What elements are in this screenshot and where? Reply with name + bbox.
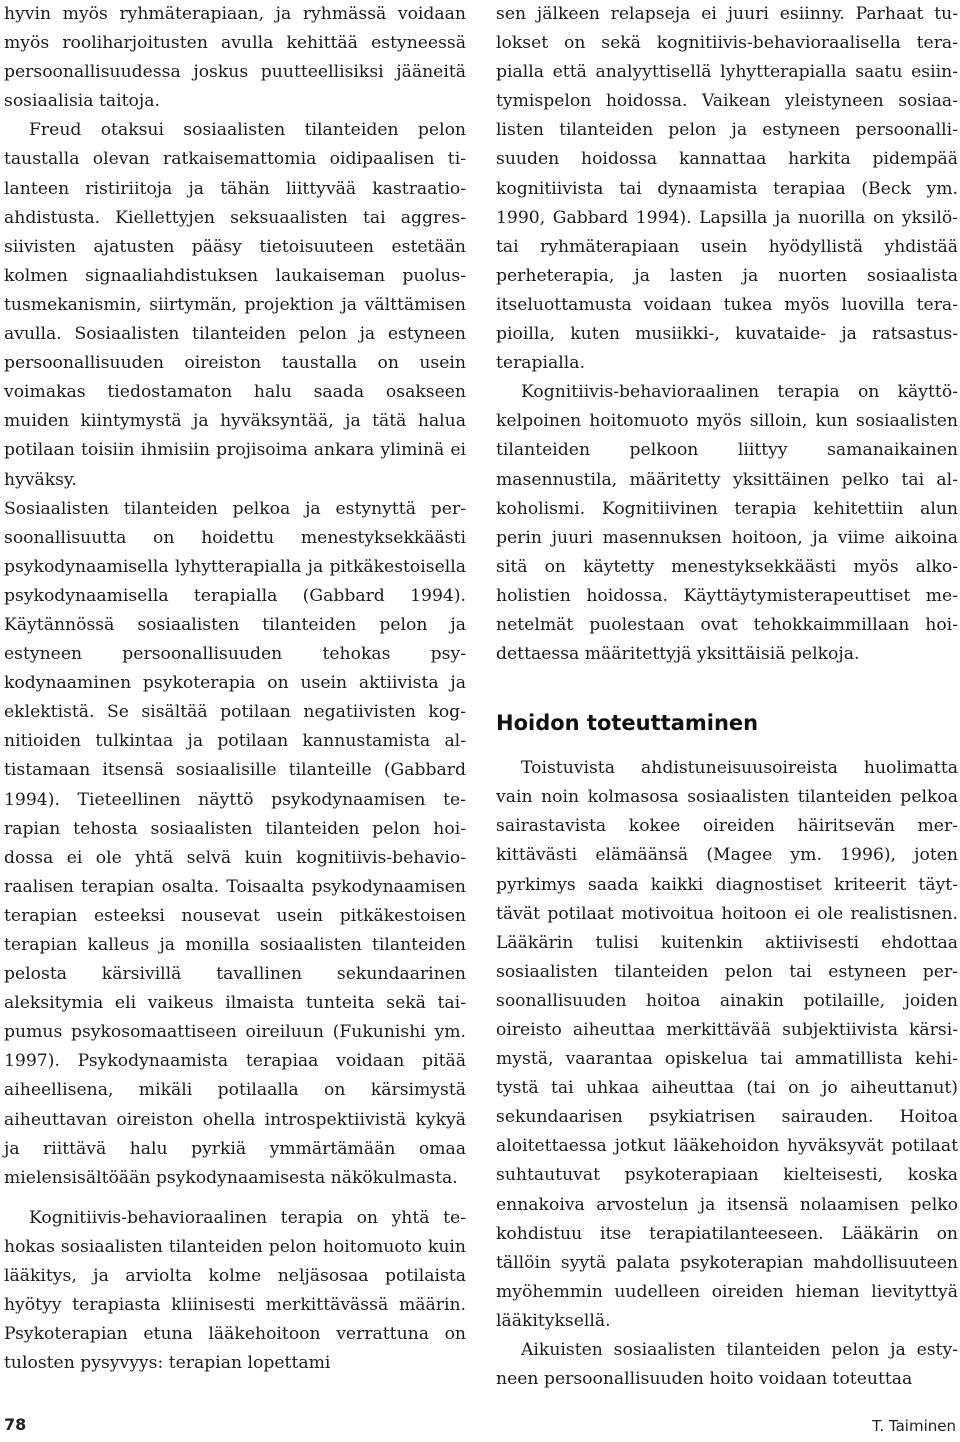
right-paragraph-4: Aikuisten sosiaalisten tilanteiden pelon ja estyneen persoonallisuuden hoito voidaan toteuttaa (496, 1340, 958, 1390)
running-footer-author: T. Taiminen (872, 1417, 956, 1435)
page-number: 78 (4, 1415, 27, 1434)
right-paragraph-3: Toistuvista ahdistuneisuusoireista huolimatta vain noin kolmasosa sosiaalisten tilanteiden pelkoa sairastavista kokee oireiden häiritsevän merkittävästi elämäänsä (Magee ym. 1996), joten pyrkimys saada kaikki diagnostiset kriteerit täyttävät potilaat motivoitua hoitoon ei ole realistisnen. Lääkärin tulisi kuitenkin aktiivisesti ehdottaa sosiaalisten tilanteiden pelon tai estyneen persoonallisuuden hoitoa ainakin potilaille, joiden oireisto aiheuttaa merkittävää subjektiivista kärsimystä, vaarantaa opiskelua tai ammatillista kehitystä tai uhkaa aiheuttaa (tai on jo aiheuttanut) sekundaarisen psykiatrisen sairauden. Hoitoa aloitettaessa jotkut lääkehoidon hyväksyvät potilaat suhtautuvat psykoterapiaan kielteisesti, koska ennakoiva arvostelun ja itsensä nolaamisen pelko kohdistuu itse terapiatilanteeseen. Lääkärin on tällöin syytä palata psykoterapian mahdollisuuteen myöhemmin uudelleen oireiden hieman lievityttyä lääkityksellä. (496, 758, 958, 1331)
right-paragraph-2: Kognitiivis-behavioraalinen terapia on käyttökelpoinen hoitomuoto myös silloin, kun sosiaalisten tilanteiden pelkoon liittyy samanaikainen masennustila, määritetty yksittäinen pelko tai alkoholismi. Kognitiivinen terapia kehitettiin alun perin juuri masennuksen hoitoon, ja viime aikoina sitä on käytetty menestyksekkäästi myös alkoholistien hoidossa. Käyttäytymisterapeuttiset menetelmät puolestaan ovat tehokkaimmillaan hoidettaessa määritettyjä yksittäisiä pelkoja. (496, 382, 958, 665)
right-column (496, 0, 958, 1394)
left-column (4, 0, 466, 1378)
section-heading: Hoidon toteuttaminen (496, 711, 759, 736)
left-paragraph-3: Sosiaalisten tilanteiden pelkoa ja estynyttä persoonallisuutta on hoidettu menestyksekkäästi psykodynaamisella lyhytterapialla ja pitkäkestoisella psykodynaamisella terapialla (Gabbard 1994). Käytännössä sosiaalisten tilanteiden pelon ja estyneen persoonallisuuden tehokas psykodynaaminen psykoterapia on usein aktiivista ja eklektistä. Se sisältää potilaan negatiivisten kognitioiden tulkintaa ja potilaan kannustamista altistamaan itsensä sosiaalisille tilanteille (Gabbard 1994). Tieteellinen näyttö psykodynaamisen terapian tehosta sosiaalisten tilanteiden pelon hoidossa ei ole yhtä selvä kuin kognitiivis-behavioraalisen terapian osalta. Toisaalta psykodynaamisen terapian esteeksi nousevat usein pitkäkestoisen terapian kalleus ja monilla sosiaalisten tilanteiden pelosta kärsivillä tavallinen sekundaarinen aleksitymia eli vaikeus ilmaista tunteita sekä taipumus psykosomaattiseen oireiluun (Fukunishi ym. 1997). Psykodynaamista terapiaa voidaan pitää aiheellisena, mikäli potilaalla on kärsimystä aiheuttavan oireiston ohella introspektiivistä kykyä ja riittävä halu pyrkiä ymmärtämään omaa mielensisältöään psykodynaamisesta näkökulmasta. (4, 498, 466, 1188)
left-paragraph-4: Kognitiivis-behavioraalinen terapia on yhtä tehokas sosiaalisten tilanteiden pelon hoitomuoto kuin lääkitys, ja arviolta kolme neljäsosaa potilaista hyötyy terapiasta kliinisesti merkittävässä määrin. Psykoterapian etuna lääkehoitoon verrattuna on tulosten pysyvyys: terapian lopettami (4, 1207, 466, 1374)
right-paragraph-1: sen jälkeen relapseja ei juuri esiinny. Parhaat tulokset on sekä kognitiivis-behavioraalisella terapialla että analyyttisellä lyhytterapialla saatu esiintymispelon hoidossa. Vaikean yleistyneen sosiaalisten tilanteiden pelon ja estyneen persoonallisuuden hoidossa kannattaa harkita pidempää kognitiivista tai dynaamista terapiaa (Beck ym. 1990, Gabbard 1994). Lapsilla ja nuorilla on yksilö- tai ryhmäterapiaan usein hyödyllistä yhdistää perheterapia, ja lasten ja nuorten sosiaalista itseluottamusta voidaan tukea myös luovilla terapioilla, kuten musiikki-, kuvataide- ja ratsastusterapialla. (496, 4, 958, 374)
paragraph-spacer (4, 1193, 466, 1204)
left-paragraph-2: Freud otaksui sosiaalisten tilanteiden pelon taustalla olevan ratkaisemattomia oidipaalisen tilanteen ristiriitoja ja tähän liittyvää kastraatioahdistusta. Kiellettyjen seksuaalisten tai aggressiivisten ajatusten pääsy tietoisuuteen estetään kolmen signaaliahdistuksen laukaiseman puolustusmekanismin, siirtymän, projektion ja välttämisen avulla. Sosiaalisten tilanteiden pelon ja estyneen persoonallisuuden oireiston taustalla on usein voimakas tiedostamaton halu saada osakseen muiden kiintymystä ja hyväksyntää, ja tätä halua potilaan toisiin ihmisiin projisoima ankara yliminä ei hyväksy. (4, 120, 466, 490)
left-paragraph-1: hyvin myös ryhmäterapiaan, ja ryhmässä voidaan myös rooliharjoitusten avulla kehittää estyneessä persoonallisuudessa joskus puutteellisiksi jääneitä sosiaalisia taitoja. (4, 4, 466, 112)
